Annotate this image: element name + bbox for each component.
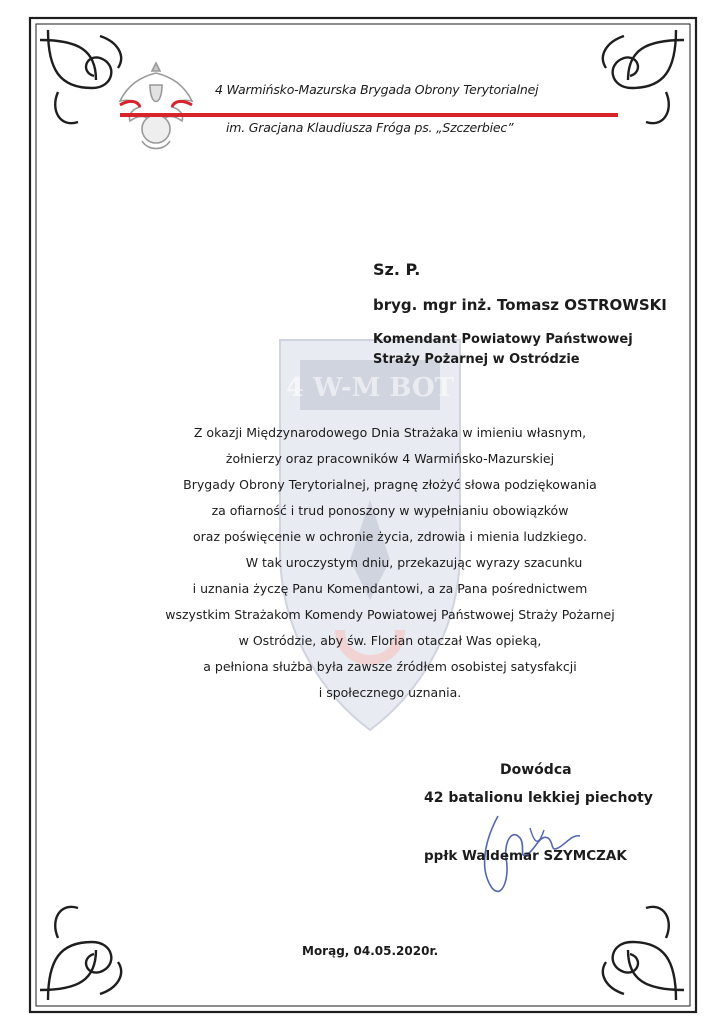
signatory-name: ppłk Waldemar SZYMCZAK	[424, 848, 627, 864]
body-line: oraz poświęcenie w ochronie życia, zdrowia i mienia ludzkiego.	[193, 529, 587, 544]
signatory-title: Dowódca	[500, 762, 572, 778]
body-line: W tak uroczystym dniu, przekazując wyrazy szacunku	[245, 555, 583, 570]
addressee-salutation: Sz. P.	[373, 260, 421, 279]
body-line: a pełniona służba była zawsze źródłem osobistej satysfakcji	[203, 659, 577, 674]
addressee-position-line1: Komendant Powiatowy Państwowej	[373, 332, 633, 347]
body-line: Brygady Obrony Terytorialnej, pragnę złożyć słowa podziękowania	[183, 477, 597, 492]
place-and-date: Morąg, 04.05.2020r.	[302, 944, 439, 958]
letter-body	[100, 420, 680, 706]
addressee-position-line2: Straży Pożarnej w Ostródzie	[373, 352, 580, 367]
body-line: i społecznego uznania.	[318, 685, 462, 700]
unit-patron: im. Gracjana Klaudiusza Fróga ps. „Szczerbiec”	[226, 120, 514, 135]
header-red-rule	[120, 113, 618, 117]
unit-name: 4 Warmińsko-Mazurska Brygada Obrony Terytorialnej	[215, 82, 539, 97]
body-line: Z okazji Międzynarodowego Dnia Strażaka w imieniu własnym,	[193, 425, 587, 440]
body-line: i uznania życzę Panu Komendantowi, a za Pana pośrednictwem	[192, 581, 588, 596]
body-line: w Ostródzie, aby św. Florian otaczał Was opieką,	[238, 633, 542, 648]
addressee-name: bryg. mgr inż. Tomasz OSTROWSKI	[373, 296, 667, 314]
body-line: żołnierzy oraz pracowników 4 Warmińsko-Mazurskiej	[225, 451, 555, 466]
body-line: za ofiarność i trud ponoszony w wypełnianiu obowiązków	[211, 503, 569, 518]
body-line: wszystkim Strażakom Komendy Powiatowej Państwowej Straży Pożarnej	[165, 607, 615, 622]
signatory-unit: 42 batalionu lekkiej piechoty	[424, 790, 653, 806]
eagle-emblem-icon	[110, 55, 202, 155]
watermark-text: 4 W-M BOT	[286, 373, 454, 403]
